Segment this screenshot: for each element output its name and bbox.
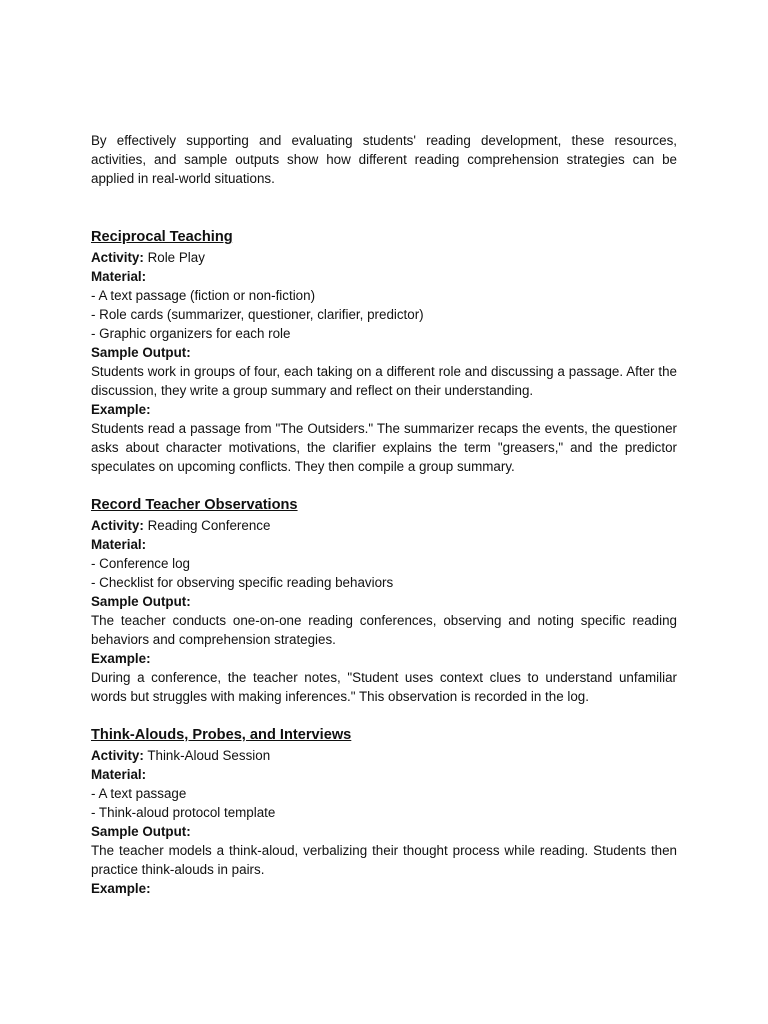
example-label: Example: (91, 651, 151, 666)
example-text: Students read a passage from "The Outsiders." The summarizer recaps the events, the questioner asks about character motivations, the clarifier explains the term "greasers," and the predictor speculates on upcoming conflicts. They then compile a group summary. (91, 421, 677, 474)
material-item: - Checklist for observing specific reading behaviors (91, 575, 394, 590)
activity-line (91, 516, 677, 535)
sample-output-text: The teacher conducts one-on-one reading conferences, observing and noting specific reading behaviors and comprehension strategies. (91, 613, 677, 647)
activity-value: Think-Aloud Session (147, 748, 271, 763)
material-item: - Role cards (summarizer, questioner, clarifier, predictor) (91, 307, 424, 322)
section-think-alouds (91, 725, 677, 898)
material-label: Material: (91, 269, 147, 284)
example-text: During a conference, the teacher notes, "Student uses context clues to understand unfamiliar words but struggles with making inferences." This observation is recorded in the log. (91, 670, 677, 704)
activity-value: Reading Conference (147, 518, 271, 533)
section-title: Think-Alouds, Probes, and Interviews (91, 727, 352, 743)
material-list (91, 784, 677, 822)
sample-output-text: The teacher models a think-aloud, verbalizing their thought process while reading. Students then practice think-alouds in pairs. (91, 843, 677, 877)
example-label: Example: (91, 881, 151, 896)
section-reciprocal-teaching (91, 227, 677, 476)
document-body (91, 131, 677, 917)
sample-output-label: Sample Output: (91, 594, 191, 609)
section-title: Record Teacher Observations (91, 497, 298, 513)
sample-output-text: Students work in groups of four, each taking on a different role and discussing a passage. After the discussion, they write a group summary and reflect on their understanding. (91, 364, 677, 398)
activity-label: Activity: (91, 250, 144, 265)
material-item: - A text passage (91, 786, 187, 801)
section-record-teacher-observations (91, 495, 677, 706)
material-list (91, 554, 677, 592)
material-item: - Conference log (91, 556, 190, 571)
activity-line (91, 248, 677, 267)
section-title: Reciprocal Teaching (91, 229, 233, 245)
sample-output-label: Sample Output: (91, 345, 191, 360)
activity-label: Activity: (91, 518, 144, 533)
activity-label: Activity: (91, 748, 144, 763)
activity-line (91, 746, 677, 765)
material-item: - Think-aloud protocol template (91, 805, 276, 820)
material-label: Material: (91, 767, 147, 782)
material-list (91, 286, 677, 343)
material-item: - A text passage (fiction or non-fiction) (91, 288, 316, 303)
activity-value: Role Play (147, 250, 205, 265)
example-label: Example: (91, 402, 151, 417)
intro-paragraph: By effectively supporting and evaluating students' reading development, these resources, activities, and sample outputs show how different reading comprehension strategies can be applied in real-world situations. (91, 133, 677, 186)
material-item: - Graphic organizers for each role (91, 326, 291, 341)
sample-output-label: Sample Output: (91, 824, 191, 839)
material-label: Material: (91, 537, 147, 552)
